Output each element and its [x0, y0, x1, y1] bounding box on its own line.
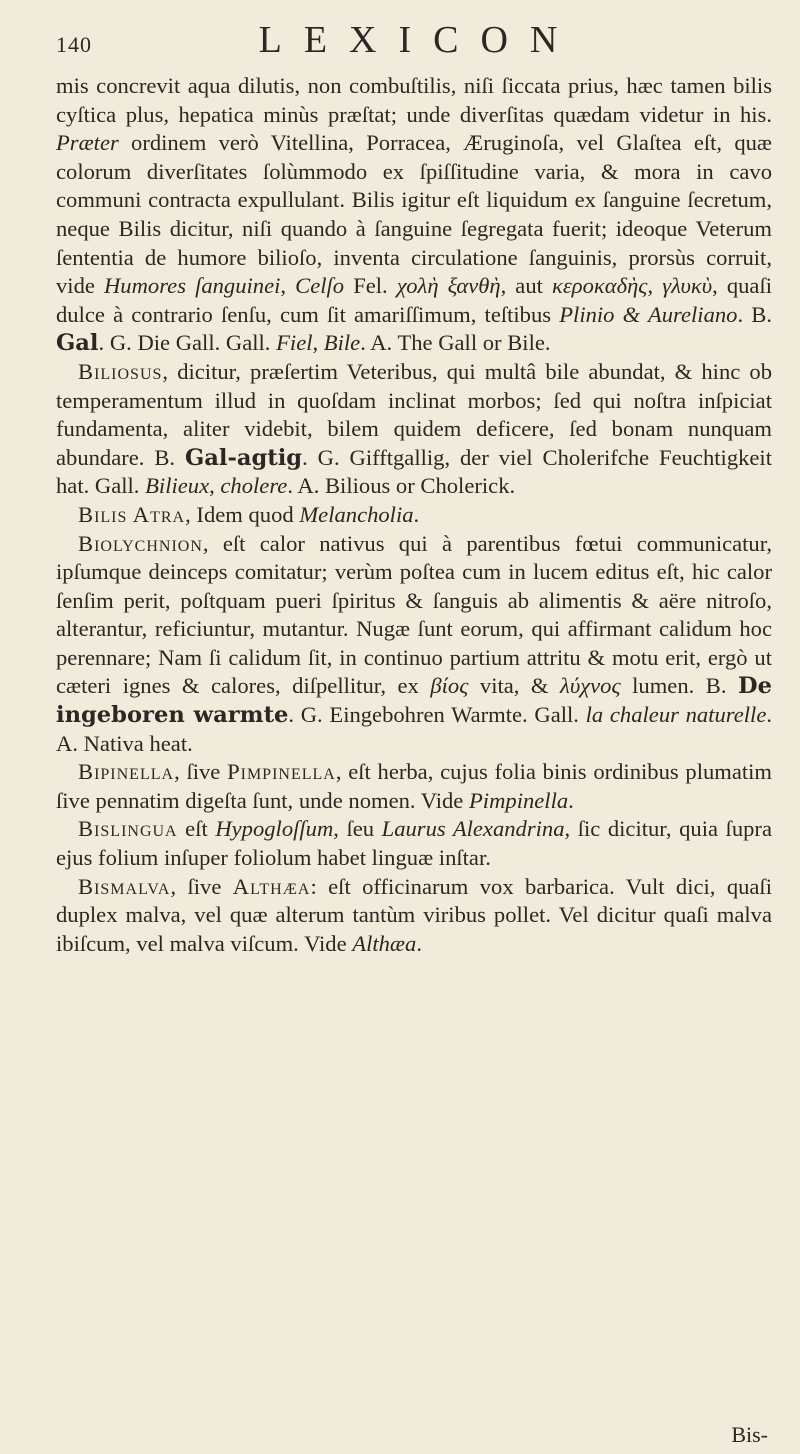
greek-text: κεροκαδὴς [551, 273, 648, 299]
italic-text: Althæa [352, 930, 417, 956]
headword: Althæa [232, 873, 311, 899]
greek-text: βίος [430, 673, 469, 699]
italic-text: Pimpinella [469, 787, 569, 813]
entry-text: , ſive [170, 873, 233, 899]
blackletter-text: Gal [56, 330, 99, 357]
running-head: LEXICON [258, 19, 580, 61]
blackletter-text: Gal-agtig [184, 444, 303, 471]
greek-text: χολὴ ξανθὴ [396, 273, 501, 299]
italic-text: Bilieux [145, 473, 210, 499]
italic-text: Plinio & Aureliano [559, 301, 738, 327]
dictionary-entry [56, 501, 772, 530]
italic-text: Hypogloſſum [215, 816, 334, 842]
entry-text: . [416, 930, 422, 956]
entry-text: , ſeu [333, 816, 382, 842]
page-number: 140 [56, 32, 92, 57]
headword: Biolychnion [78, 530, 203, 556]
entry-text: mis concrevit aqua dilutis, non combuſtilis, niſi ſiccata prius, hæc tamen bilis cyſtica plus, hepatica minùs præſtat; unde diverſitas quædam videtur in his. [56, 73, 772, 127]
headword: Bislingua [78, 816, 178, 842]
entry-text: . A. Nativa heat. [56, 702, 773, 756]
headword: Bilis Atra [78, 501, 186, 527]
headword: Bipinella [78, 759, 175, 785]
entry-text: ordinem verò Vitellina, Porracea, Æruginoſa, vel Glaſtea eſt, quæ colorum diverſitates ſolùmmodo ex ſpiſſitudine varia, & mora in cavo communi contracta expullulant. Bilis igitur eſt liquidum ex ſanguine ſecretum, neque Bilis dicitur, niſi quando à ſanguine ſegregata fuerit; ideoque Veterum ſententia de humore bilioſo, inventa circulatione ſanguinis, prorsùs corruit, vide [56, 130, 772, 299]
dictionary-entry [56, 815, 772, 872]
dictionary-entry [56, 530, 772, 759]
page-header [56, 18, 772, 68]
italic-text: Melancholia [299, 501, 414, 527]
entry-text: , eſt calor nativus qui à parentibus fœtui communicatur, ipſumque deinceps comitatur; verùm poſtea cum in lucem editus eſt, hic calor ſenſim perit, poſtquam pueri ſpiritus & ſanguis ab alimentis & aëre nitroſo, alterantur, reficiuntur, mutantur. Nugæ ſunt eorum, qui affirmant calidum hoc perennare; Nam ſi calidum ſit, in continuo partium attritu & motu erit, ergò ut cæteri ignes & calores, diſpellitur, ex [56, 530, 772, 699]
entries-body [56, 72, 772, 958]
entry-text: , dicitur, præſertim Veteribus, qui multâ bile abundat, & hinc ob temperamentum illud in quoſdam inclinat morbos; ſed qui noſtra inſpiciat fundamenta, aliter videbit, bilem quidem deficere, ſed bonam nunquam abundare. B. [56, 358, 772, 470]
entry-text: . A. The Gall or Bile. [360, 330, 551, 356]
entry-text: . B. [737, 301, 773, 327]
italic-text: Fiel [276, 330, 313, 356]
entry-text: . [413, 501, 420, 527]
entry-text: eſt [177, 816, 216, 842]
entry-text: , [280, 273, 296, 299]
entry-text: . [568, 787, 574, 813]
italic-text: Humores ſanguinei [103, 273, 281, 299]
italic-text: la chaleur naturelle [585, 702, 767, 728]
italic-text: Celſo [295, 273, 345, 299]
entry-text: , quaſi dulce à contrario ſenſu, cum ſit amariſſimum, teſtibus [56, 273, 772, 327]
headword: Bismalva [78, 873, 171, 899]
greek-text: λύχνος [560, 673, 621, 699]
entry-text: , [647, 273, 663, 299]
headword: Pimpinella [227, 759, 336, 785]
dictionary-entry [56, 72, 772, 358]
entry-text: : eſt officinarum vox barbarica. Vult dici, quaſi duplex malva, vel quæ alterum tantùm viribus pollet. Vel dicitur quaſi malva ibiſcum, vel malva viſcum. Vide [56, 873, 772, 956]
dictionary-entry [56, 358, 772, 501]
italic-text: Laurus Alexandrina [381, 816, 565, 842]
entry-text: vita, & [468, 673, 561, 699]
entry-text: . G. Die Gall. Gall. [98, 330, 277, 356]
dictionary-entry [56, 758, 772, 815]
entry-text: , [209, 473, 221, 499]
italic-text: Bile [323, 330, 361, 356]
greek-text: γλυκὺ [662, 273, 713, 299]
entry-text: . G. Gifftgallig, der viel Cholerifche Feuchtigkeit hat. Gall. [56, 444, 772, 499]
blackletter-text: De ingeboren warmte [56, 673, 772, 729]
entry-text: , [312, 330, 324, 356]
entry-text: , eſt herba, cujus folia binis ordinibus plumatim ſive pennatim digeſta ſunt, unde nomen. Vide [56, 759, 773, 813]
entry-text: , ſic dicitur, quia ſupra ejus folium inſuper foliolum habet linguæ inſtar. [56, 816, 772, 871]
headword: Biliosus [78, 358, 163, 384]
entry-text: Fel. [344, 273, 397, 299]
entry-text: . G. Eingebohren Warmte. Gall. [288, 702, 586, 728]
entry-text: , aut [500, 273, 552, 299]
catchword: Bis- [731, 1422, 768, 1447]
entry-text: , ſive [174, 759, 228, 785]
dictionary-entry [56, 873, 772, 959]
italic-text: cholere [220, 473, 288, 499]
italic-text: Præter [56, 130, 119, 156]
entry-text: . A. Bilious or Cholerick. [287, 473, 516, 499]
entry-text: lumen. B. [620, 673, 739, 699]
entry-text: , Idem quod [185, 501, 300, 527]
